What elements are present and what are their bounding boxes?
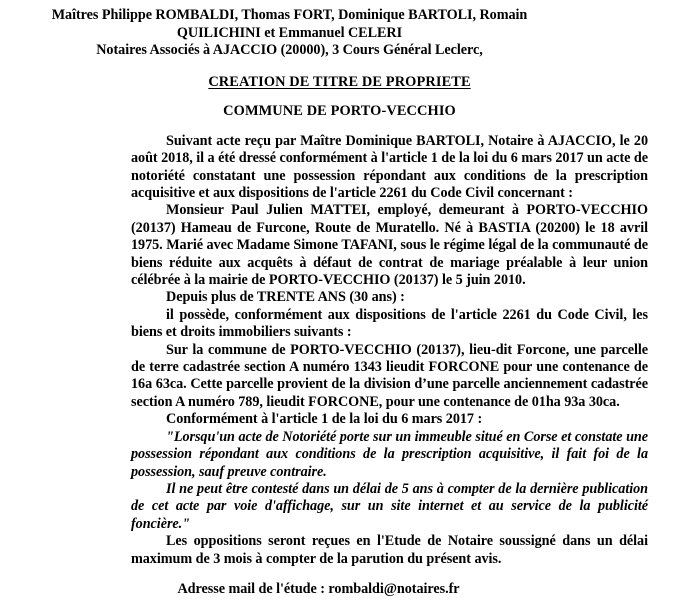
document-title-row (0, 73, 679, 91)
notary-header-line-3: Notaires Associés à AJACCIO (20000), 3 Cours Général Leclerc, (96, 42, 483, 59)
paragraph-acte-recu: Suivant acte reçu par Maître Dominique BARTOLI, Notaire à AJACCIO, le 20 août 2018, il a été dressé conformément à l'article 1 de la loi du 6 mars 2017 un acte de notoriété constatant une possession répondant aux conditions de la prescription acquisitive et aux dispositions de l'article 2261 du Code Civil concernant : (131, 132, 648, 201)
commune-subtitle-row (0, 102, 679, 120)
paragraph-biens-droits: il possède, conformément aux dispositions de l'article 2261 du Code Civil, les biens et droits immobiliers suivants : (131, 306, 648, 341)
spacer-before-commune (131, 91, 648, 102)
etude-mail-line: Adresse mail de l'étude : rombaldi@notaires.fr (177, 580, 460, 597)
notary-header-line-1: Maîtres Philippe ROMBALDI, Thomas FORT, Dominique BARTOLI, Romain (51, 7, 528, 23)
paragraph-conformement-article: Conformément à l'article 1 de la loi du 6 mars 2017 : (166, 411, 483, 428)
quote-loi-corse-part-2: Il ne peut être contesté dans un délai de 5 ans à compter de la dernière publication de cet acte par voie d'affichage, sur un site internet et au service de la publicité foncière." (131, 480, 648, 532)
paragraph-personne-mattei: Monsieur Paul Julien MATTEI, employé, demeurant à PORTO-VECCHIO (20137) Hameau de Furcone, Route de Muratello. Né à BASTIA (20200) le 18 avril 1975. Marié avec Madame Simone TAFANI, sous le régime légal de la communauté de biens réduite aux acquêts à défaut de contrat de mariage préalable à leur union célébrée à la mairie de PORTO-VECCHIO (20137) le 5 juin 2010. (131, 202, 648, 289)
paragraph-oppositions: Les oppositions seront reçues en l'Etude de Notaire soussigné dans un délai maximum de 3 mois à compter de la parution du présent avis. (131, 533, 648, 567)
spacer-before-mail (131, 568, 648, 581)
quote-loi-corse-part-1: "Lorsqu'un acte de Notoriété porte sur un immeuble situé en Corse et constate une possession répondant aux conditions de la prescription acquisitive, il fait foi de la possession, sauf preuve contraire. (131, 428, 648, 480)
notary-header-line-2: QUILICHINI et Emmanuel CELERI (176, 24, 403, 41)
spacer-before-title (131, 60, 648, 73)
document-title: CREATION DE TITRE DE PROPRIETE (208, 73, 471, 90)
paragraph-parcelle-cadastre: Sur la commune de PORTO-VECCHIO (20137), lieu-dit Forcone, une parcelle de terre cadastrée section A numéro 1343 lieudit FORCONE pour une contenance de 16a 63ca. Cette parcelle provient de la division d’une parcelle anciennement cadastrée section A numéro 789, lieudit FORCONE, pour une contenance de 01ha 93a 30ca. (131, 341, 648, 410)
paragraph-depuis-trente-ans: Depuis plus de TRENTE ANS (30 ans) : (166, 289, 405, 306)
notary-header (0, 7, 679, 60)
spacer-before-body (131, 120, 648, 133)
commune-subtitle: COMMUNE DE PORTO-VECCHIO (223, 102, 456, 119)
